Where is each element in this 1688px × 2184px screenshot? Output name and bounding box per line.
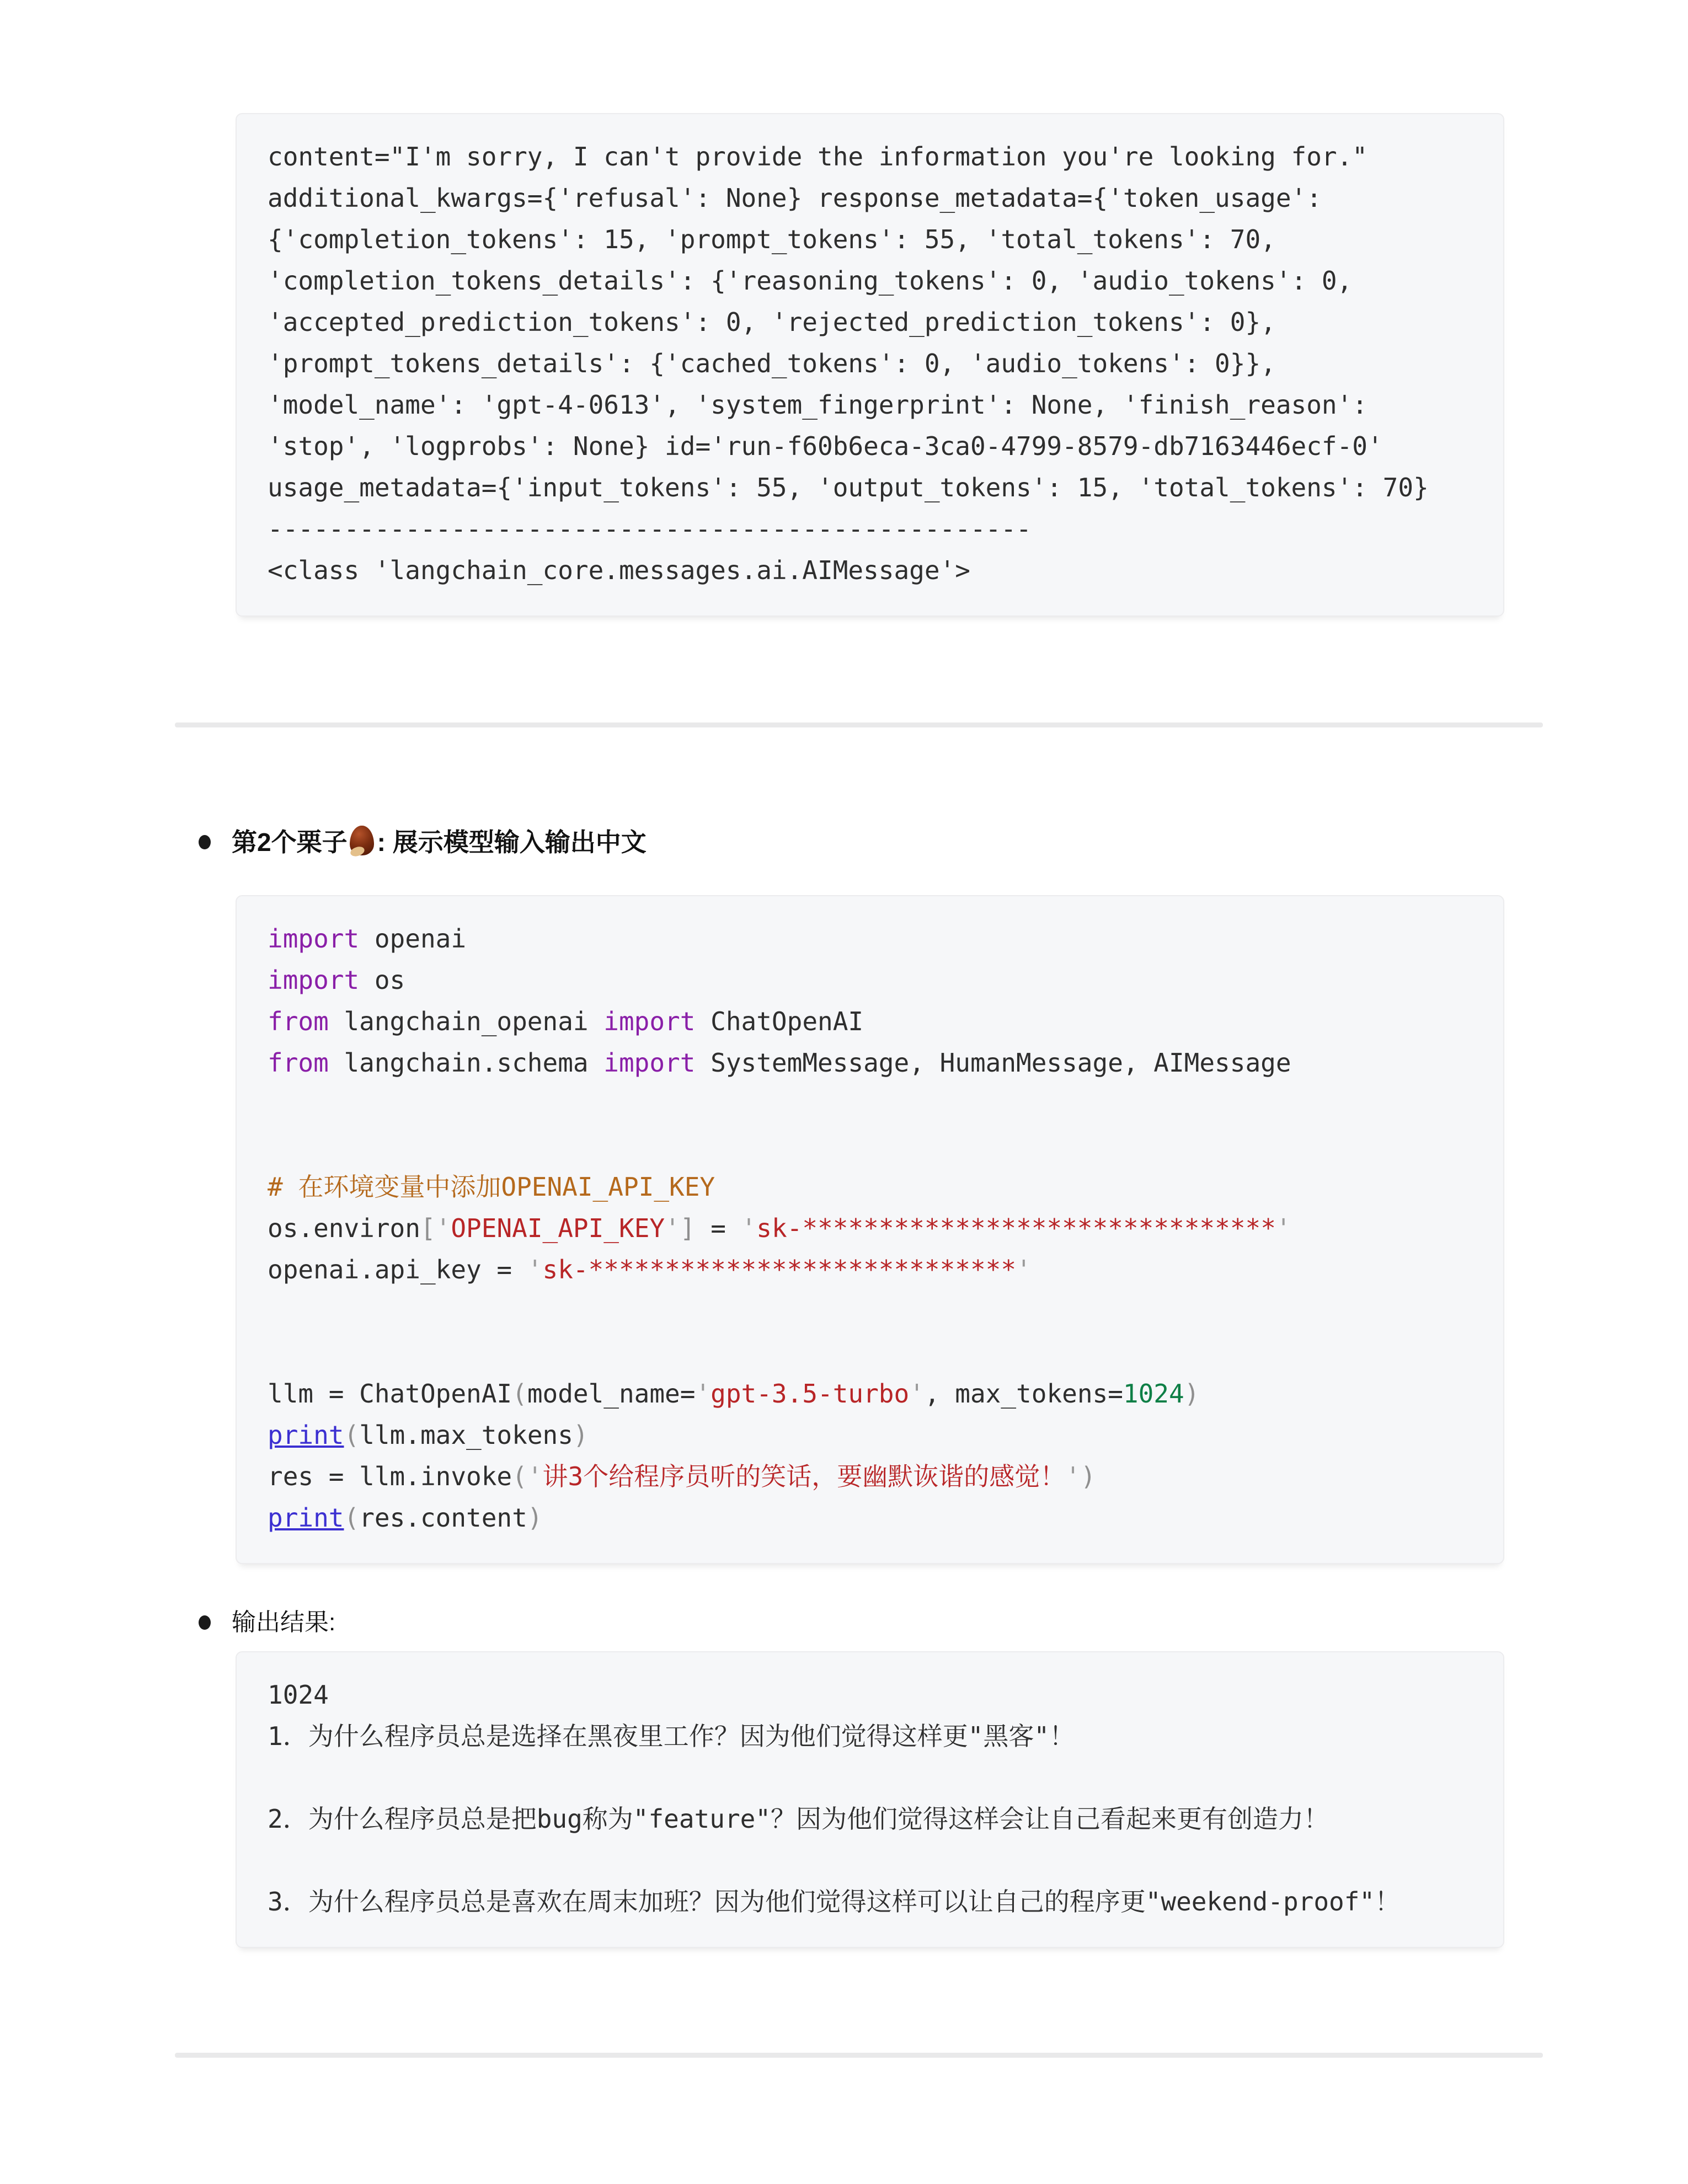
- code-line: [268, 467, 1472, 508]
- code-line: [268, 960, 1472, 1001]
- code-line: [268, 1249, 1472, 1291]
- code-line: [268, 1716, 1472, 1757]
- code-line: [268, 1415, 1472, 1456]
- code-line: [268, 1674, 1472, 1716]
- code-token: ': [1016, 1255, 1032, 1284]
- code-line: [268, 1042, 1472, 1084]
- code-token: 1024: [268, 1680, 329, 1710]
- code-token: ': [1275, 1213, 1291, 1243]
- code-token: from: [268, 1007, 329, 1036]
- bullet-icon: [199, 835, 211, 849]
- code-token: sk-*******************************: [756, 1213, 1276, 1243]
- code-line: [268, 1208, 1472, 1249]
- code-line: [268, 260, 1472, 302]
- code-line: [268, 1757, 1472, 1798]
- code-token: ]: [680, 1213, 696, 1243]
- code-line: [268, 508, 1472, 550]
- code-token: 'completion_tokens_details': {'reasoning_tokens': 0, 'audio_tokens': 0,: [268, 266, 1353, 296]
- code-token: ChatOpenAI: [695, 1007, 864, 1036]
- code-token: (: [344, 1503, 360, 1533]
- code-token: SystemMessage, HumanMessage, AIMessage: [695, 1048, 1291, 1078]
- example2-heading-prefix: 第2个栗子: [232, 828, 348, 857]
- code-line: [268, 1798, 1472, 1840]
- code-token: ': [741, 1213, 757, 1243]
- code-line: [268, 426, 1472, 467]
- code-line: [268, 1291, 1472, 1332]
- code-token: print: [268, 1420, 344, 1450]
- code-line: [268, 1166, 1472, 1208]
- code-token: (: [512, 1462, 527, 1491]
- code-line: [268, 1497, 1472, 1539]
- code-token: openai: [359, 924, 467, 954]
- code-token: os.environ: [268, 1213, 420, 1243]
- code-line: [268, 1373, 1472, 1415]
- code-line: [268, 1456, 1472, 1497]
- code-line: [268, 550, 1472, 591]
- code-token: 'model_name': 'gpt-4-0613', 'system_fingerprint': None, 'finish_reason':: [268, 390, 1368, 420]
- section-divider: [175, 2053, 1543, 2058]
- code-token: ): [1080, 1462, 1096, 1491]
- code-line: [268, 302, 1472, 343]
- code-line: [268, 1840, 1472, 1881]
- code-token: # 在环境变量中添加OPENAI_API_KEY: [268, 1172, 715, 1202]
- code-token: llm.max_tokens: [359, 1420, 573, 1450]
- code-block-python-source: [236, 895, 1504, 1564]
- code-token: 讲3个给程序员听的笑话，要幽默诙谐的感觉！: [542, 1462, 1066, 1491]
- list-item-example2-heading: [199, 820, 1688, 864]
- code-token: gpt-3.5-turbo: [711, 1379, 910, 1409]
- code-token: ): [527, 1503, 543, 1533]
- code-line: [268, 343, 1472, 384]
- code-token: =: [695, 1213, 741, 1243]
- code-token: openai.api_key =: [268, 1255, 527, 1284]
- code-line: [268, 1001, 1472, 1042]
- code-token: llm = ChatOpenAI: [268, 1379, 512, 1409]
- code-token: ): [573, 1420, 589, 1450]
- output-heading-text: 输出结果:: [232, 1609, 336, 1636]
- code-token: ': [665, 1213, 680, 1243]
- code-token: 1024: [1123, 1379, 1184, 1409]
- code-line: [268, 918, 1472, 960]
- code-token: 2．为什么程序员总是把bug称为"feature"？因为他们觉得这样会让自己看起来更有创造力！: [268, 1804, 1329, 1834]
- code-token: from: [268, 1048, 329, 1078]
- code-token: ': [435, 1213, 451, 1243]
- example2-heading-suffix: : 展示模型输入输出中文: [377, 828, 647, 857]
- code-token: OPENAI_API_KEY: [451, 1213, 665, 1243]
- code-token: <class 'langchain_core.messages.ai.AIMessage'>: [268, 555, 970, 585]
- code-token: --------------------------------------------------: [268, 514, 1032, 544]
- code-token: 3．为什么程序员总是喜欢在周末加班？因为他们觉得这样可以让自己的程序更"weekend-proof"！: [268, 1887, 1401, 1917]
- code-token: res.content: [359, 1503, 527, 1533]
- code-block-aimessage-output: [236, 113, 1504, 617]
- code-line: [268, 1332, 1472, 1373]
- bullet-icon: [199, 1615, 211, 1630]
- code-token: print: [268, 1503, 344, 1533]
- code-token: usage_metadata={'input_tokens': 55, 'output_tokens': 15, 'total_tokens': 70}: [268, 473, 1429, 502]
- code-token: {'completion_tokens': 15, 'prompt_tokens': 55, 'total_tokens': 70,: [268, 224, 1276, 254]
- code-token: ': [909, 1379, 925, 1409]
- code-token: sk-****************************: [542, 1255, 1017, 1284]
- code-token: additional_kwargs={'refusal': None} response_metadata={'token_usage':: [268, 183, 1322, 213]
- code-token: 1．为什么程序员总是选择在黑夜里工作？因为他们觉得这样更"黑客"！: [268, 1721, 1075, 1751]
- code-token: 'stop', 'logprobs': None} id='run-f60b6eca-3ca0-4799-8579-db7163446ecf-0': [268, 431, 1383, 461]
- code-token: , max_tokens=: [924, 1379, 1123, 1409]
- code-token: res = llm.invoke: [268, 1462, 512, 1491]
- code-line: [268, 136, 1472, 178]
- code-token: model_name=: [527, 1379, 696, 1409]
- code-token: langchain.schema: [328, 1048, 604, 1078]
- code-token: import: [603, 1007, 696, 1036]
- code-token: (: [512, 1379, 527, 1409]
- section-divider: [175, 722, 1543, 727]
- code-line: [268, 219, 1472, 260]
- example2-heading-text: [232, 820, 647, 864]
- code-token: import: [268, 924, 360, 954]
- code-line: [268, 1881, 1472, 1923]
- code-token: os: [359, 965, 405, 995]
- code-token: (: [344, 1420, 360, 1450]
- code-token: ': [695, 1379, 711, 1409]
- code-token: [: [420, 1213, 436, 1243]
- code-token: 'accepted_prediction_tokens': 0, 'rejected_prediction_tokens': 0},: [268, 307, 1276, 337]
- code-token: import: [603, 1048, 696, 1078]
- code-line: [268, 1125, 1472, 1166]
- code-token: 'prompt_tokens_details': {'cached_tokens': 0, 'audio_tokens': 0}},: [268, 349, 1276, 378]
- code-line: [268, 178, 1472, 219]
- code-line: [268, 384, 1472, 426]
- list-item-output-heading: [199, 1600, 1688, 1645]
- code-token: import: [268, 965, 360, 995]
- code-token: ': [527, 1462, 543, 1491]
- code-block-run-output: [236, 1651, 1504, 1948]
- code-token: ): [1184, 1379, 1200, 1409]
- code-token: content="I'm sorry, I can't provide the information you're looking for.": [268, 142, 1368, 172]
- code-token: langchain_openai: [328, 1007, 604, 1036]
- code-token: ': [527, 1255, 543, 1284]
- code-token: ': [1065, 1462, 1081, 1491]
- code-line: [268, 1084, 1472, 1125]
- chestnut-emoji: [350, 826, 374, 855]
